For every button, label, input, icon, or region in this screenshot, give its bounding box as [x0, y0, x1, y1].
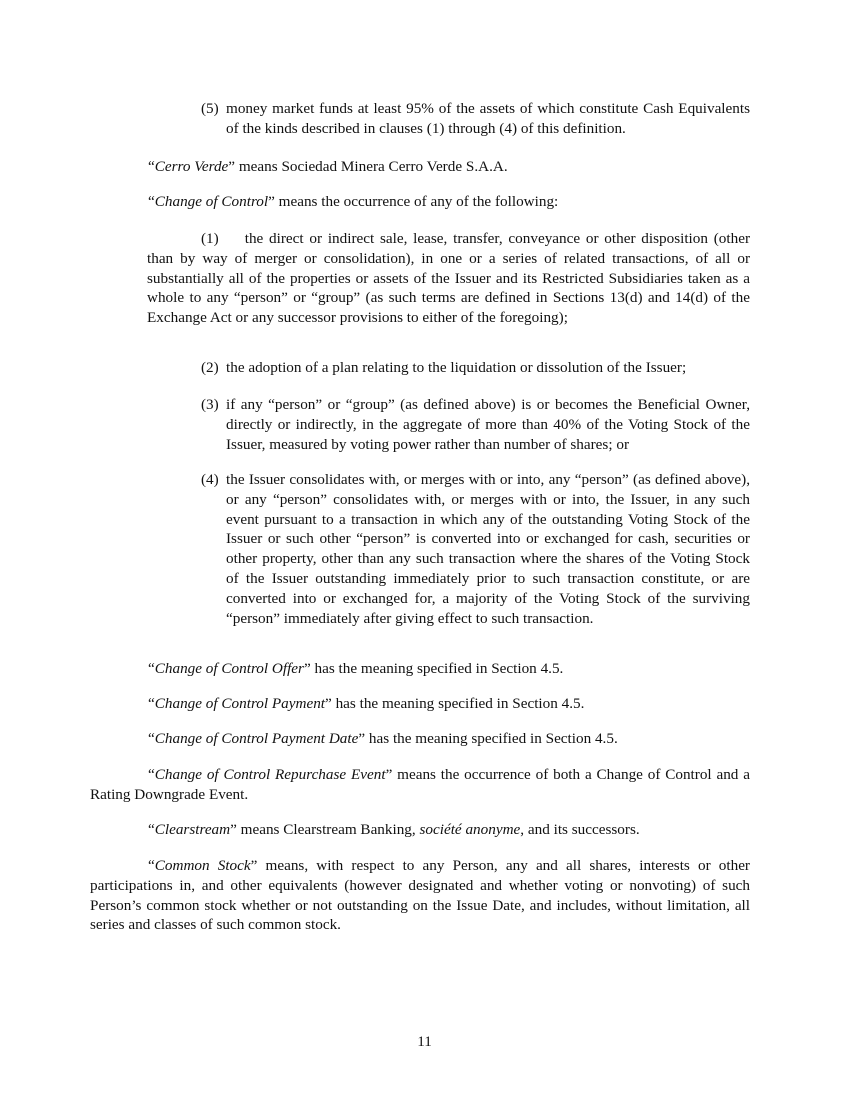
definition-change-of-control: “Change of Control” means the occurrence of any of the following:: [148, 193, 559, 210]
clause-text: the Issuer consolidates with, or merges with or into, any “person” (as defined above), or any “person” consolidates with, or merges with or into, the Issuer, in any such event pursuant to a transaction in which any of the outstanding Voting Stock of the Issuer or such other “person” is converted into or exchanged for cash, securities or other property, other than any such transaction where the shares of the Voting Stock of the Issuer outstanding immediately prior to such transaction constitute, or are converted into or exchanged for, a majority of the Voting Stock of the surviving “person” immediately after giving effect to such transaction.: [226, 471, 750, 627]
defined-term: Clearstream: [154, 821, 231, 838]
clause-number: (2): [201, 359, 219, 376]
definition-text: has the meaning specified in Section 4.5.: [310, 660, 564, 677]
change-of-control-clause-2: [201, 358, 750, 378]
defined-term: Change of Control Repurchase Event: [154, 766, 386, 783]
page-number: 11: [417, 1033, 432, 1050]
definition-change-of-control-repurchase-event: “Change of Control Repurchase Event” means the occurrence of both a Change of Control and a Rating Downgrade Event.: [90, 766, 750, 803]
definition-change-of-control-offer: “Change of Control Offer” has the meaning specified in Section 4.5.: [148, 660, 564, 677]
clause-text: the direct or indirect sale, lease, transfer, conveyance or other disposition (other than by way of merger or consolidation), in one or a series of related transactions, of all or substantially all of the properties or assets of the Issuer and its Restricted Subsidiaries taken as a whole to any “person” or “group” (as such terms are defined in Sections 13(d) and 14(d) of the Exchange Act or any successor provisions to either of the foregoing);: [147, 230, 750, 327]
clause-text: money market funds at least 95% of the assets of which constitute Cash Equivalents of the kinds described in clauses (1) through (4) of this definition.: [226, 100, 750, 137]
change-of-control-clause-3: [201, 395, 750, 454]
definition-text: means the occurrence of any of the following:: [274, 193, 559, 210]
clause-number: (1): [201, 230, 219, 247]
change-of-control-clause-4: [201, 470, 750, 628]
definition-common-stock: “Common Stock” means, with respect to any Person, any and all shares, interests or other participations in, and other equivalents (however designated and whether voting or nonvoting) of such Person’s common stock whether or not outstanding on the Issue Date, and includes, without limitation, all series and classes of such common stock.: [90, 857, 750, 934]
clause-text: if any “person” or “group” (as defined above) is or becomes the Beneficial Owner, directly or indirectly, in the aggregate of more than 40% of the Voting Stock of the Issuer, measured by voting power rather than number of shares; or: [226, 396, 750, 453]
definition-text: means Sociedad Minera Cerro Verde S.A.A.: [235, 158, 508, 175]
definition-change-of-control-payment-date: “Change of Control Payment Date” has the meaning specified in Section 4.5.: [148, 730, 618, 747]
defined-term: Change of Control: [154, 193, 269, 210]
definition-cerro-verde: “Cerro Verde” means Sociedad Minera Cerro Verde S.A.A.: [148, 158, 508, 175]
definition-clause-5: [201, 99, 750, 139]
defined-term: Change of Control Offer: [154, 660, 304, 677]
clause-number: (4): [201, 471, 219, 488]
definition-text: means the occurrence of both a Change of Control and a Rating Downgrade Event.: [90, 766, 750, 803]
change-of-control-clause-1: [147, 229, 750, 328]
defined-term: Cerro Verde: [154, 158, 229, 175]
clause-text: the adoption of a plan relating to the liquidation or dissolution of the Issuer;: [226, 359, 687, 376]
definition-text-italic: société anonyme: [419, 821, 521, 838]
definition-text: has the meaning specified in Section 4.5.: [331, 695, 585, 712]
defined-term: Change of Control Payment: [154, 695, 326, 712]
defined-term: Common Stock: [154, 857, 251, 874]
definition-text: means Clearstream Banking,: [236, 821, 420, 838]
definition-change-of-control-payment: “Change of Control Payment” has the meaning specified in Section 4.5.: [148, 695, 585, 712]
clause-number: (5): [201, 100, 219, 117]
defined-term: Change of Control Payment Date: [154, 730, 359, 747]
definition-text: means, with respect to any Person, any and all shares, interests or other participations in, and other equivalents (however designated and whether voting or nonvoting) of such Person’s common stock whether or not outstanding on the Issue Date, and includes, without limitation, all series and classes of such common stock.: [90, 857, 750, 934]
definition-clearstream: “Clearstream” means Clearstream Banking, société anonyme, and its successors.: [148, 821, 640, 838]
clause-number: (3): [201, 396, 219, 413]
definition-text: has the meaning specified in Section 4.5.: [365, 730, 618, 747]
definition-text: , and its successors.: [520, 821, 640, 838]
